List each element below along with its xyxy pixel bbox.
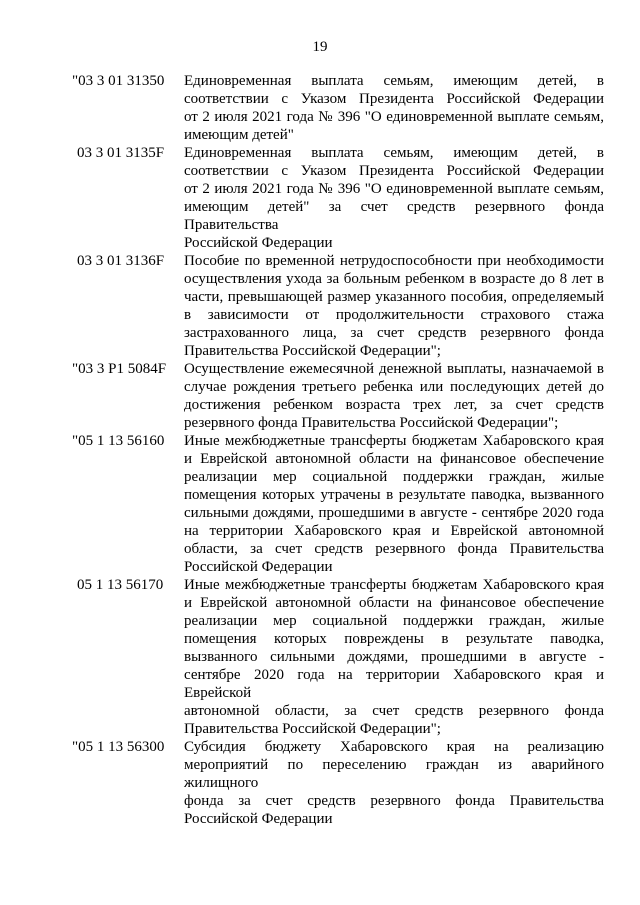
description-line: от 2 июля 2021 года № 396 "О единовременной выплате семьям, xyxy=(184,181,604,197)
description-line: резервного фонда Правительства Российской Федерации"; xyxy=(184,415,559,431)
description-line: застрахованного лица, за счет средств резервного фонда xyxy=(184,325,604,341)
entry-code: "05 1 13 56300 xyxy=(72,739,165,755)
description-line: от 2 июля 2021 года № 396 "О единовременной выплате семьям, xyxy=(184,109,604,125)
code-entry xyxy=(72,738,604,828)
description-line: и Еврейской автономной области на финансовое обеспечение xyxy=(184,595,604,611)
code-entry xyxy=(72,144,604,252)
description-line: имеющим детей" за счет средств резервного фонда Правительства xyxy=(184,199,604,233)
description-line: случае рождения третьего ребенка или последующих детей до xyxy=(184,379,604,395)
description-line: автономной области, за счет средств резервного фонда xyxy=(184,703,604,719)
description-line: Российской Федерации xyxy=(184,811,333,827)
description-line: части, превышающей размер указанного пособия, определяемый xyxy=(184,289,604,305)
description-line: области, за счет средств резервного фонда Правительства xyxy=(184,541,604,557)
entry-description xyxy=(184,252,604,360)
entry-description xyxy=(184,144,604,252)
description-line: Единовременная выплата семьям, имеющим детей, в xyxy=(184,145,604,161)
code-entry xyxy=(72,432,604,576)
code-entry xyxy=(72,360,604,432)
page-number: 19 xyxy=(312,39,328,55)
code-entry xyxy=(72,72,604,144)
description-line: Российской Федерации xyxy=(184,559,333,575)
entry-description xyxy=(184,738,604,828)
entry-code: "03 3 01 31350 xyxy=(72,73,165,89)
description-line: реализации мер социальной поддержки граждан, жилые xyxy=(184,613,604,629)
description-line: и Еврейской автономной области на финансовое обеспечение xyxy=(184,451,604,467)
description-line: соответствии с Указом Президента Российской Федерации xyxy=(184,163,604,179)
description-line: фонда за счет средств резервного фонда Правительства xyxy=(184,793,604,809)
description-line: Российской Федерации xyxy=(184,235,333,251)
code-entry xyxy=(72,576,604,738)
description-line: мероприятий по переселению граждан из аварийного жилищного xyxy=(184,757,604,791)
entry-code: "05 1 13 56160 xyxy=(72,433,165,449)
description-line: Правительства Российской Федерации"; xyxy=(184,721,441,737)
entry-code: 03 3 01 3136F xyxy=(77,253,165,269)
description-line: Субсидия бюджету Хабаровского края на реализацию xyxy=(184,739,604,755)
description-line: осуществления ухода за больным ребенком в возрасте до 8 лет в xyxy=(184,271,604,287)
description-line: Иные межбюджетные трансферты бюджетам Хабаровского края xyxy=(184,577,604,593)
entry-code: 05 1 13 56170 xyxy=(77,577,164,593)
description-line: помещения которых утрачены в результате паводка, вызванного xyxy=(184,487,604,503)
entry-code: 03 3 01 3135F xyxy=(77,145,165,161)
entry-description xyxy=(184,576,604,738)
description-line: реализации мер социальной поддержки граждан, жилые xyxy=(184,469,604,485)
code-entry xyxy=(72,252,604,360)
description-line: помещения которых повреждены в результате паводка, xyxy=(184,631,604,647)
description-line: на территории Хабаровского края и Еврейской автономной xyxy=(184,523,604,539)
description-line: достижения ребенком возраста трех лет, за счет средств xyxy=(184,397,604,413)
description-line: Осуществление ежемесячной денежной выплаты, назначаемой в xyxy=(184,361,604,377)
description-line: сентябре 2020 года на территории Хабаровского края и Еврейской xyxy=(184,667,604,701)
entry-description xyxy=(184,72,604,144)
entry-description xyxy=(184,432,604,576)
description-line: Правительства Российской Федерации"; xyxy=(184,343,441,359)
description-line: имеющим детей" xyxy=(184,127,294,143)
description-line: Иные межбюджетные трансферты бюджетам Хабаровского края xyxy=(184,433,604,449)
entry-description xyxy=(184,360,604,432)
entry-code: "03 3 P1 5084F xyxy=(72,361,167,377)
classification-code-list xyxy=(72,72,604,828)
description-line: вызванного сильными дождями, прошедшими в августе - xyxy=(184,649,604,665)
description-line: соответствии с Указом Президента Российской Федерации xyxy=(184,91,604,107)
description-line: Единовременная выплата семьям, имеющим детей, в xyxy=(184,73,604,89)
description-line: сильными дождями, прошедшими в августе - сентябре 2020 года xyxy=(184,505,604,521)
description-line: в зависимости от продолжительности страхового стажа xyxy=(184,307,604,323)
description-line: Пособие по временной нетрудоспособности при необходимости xyxy=(184,253,604,269)
